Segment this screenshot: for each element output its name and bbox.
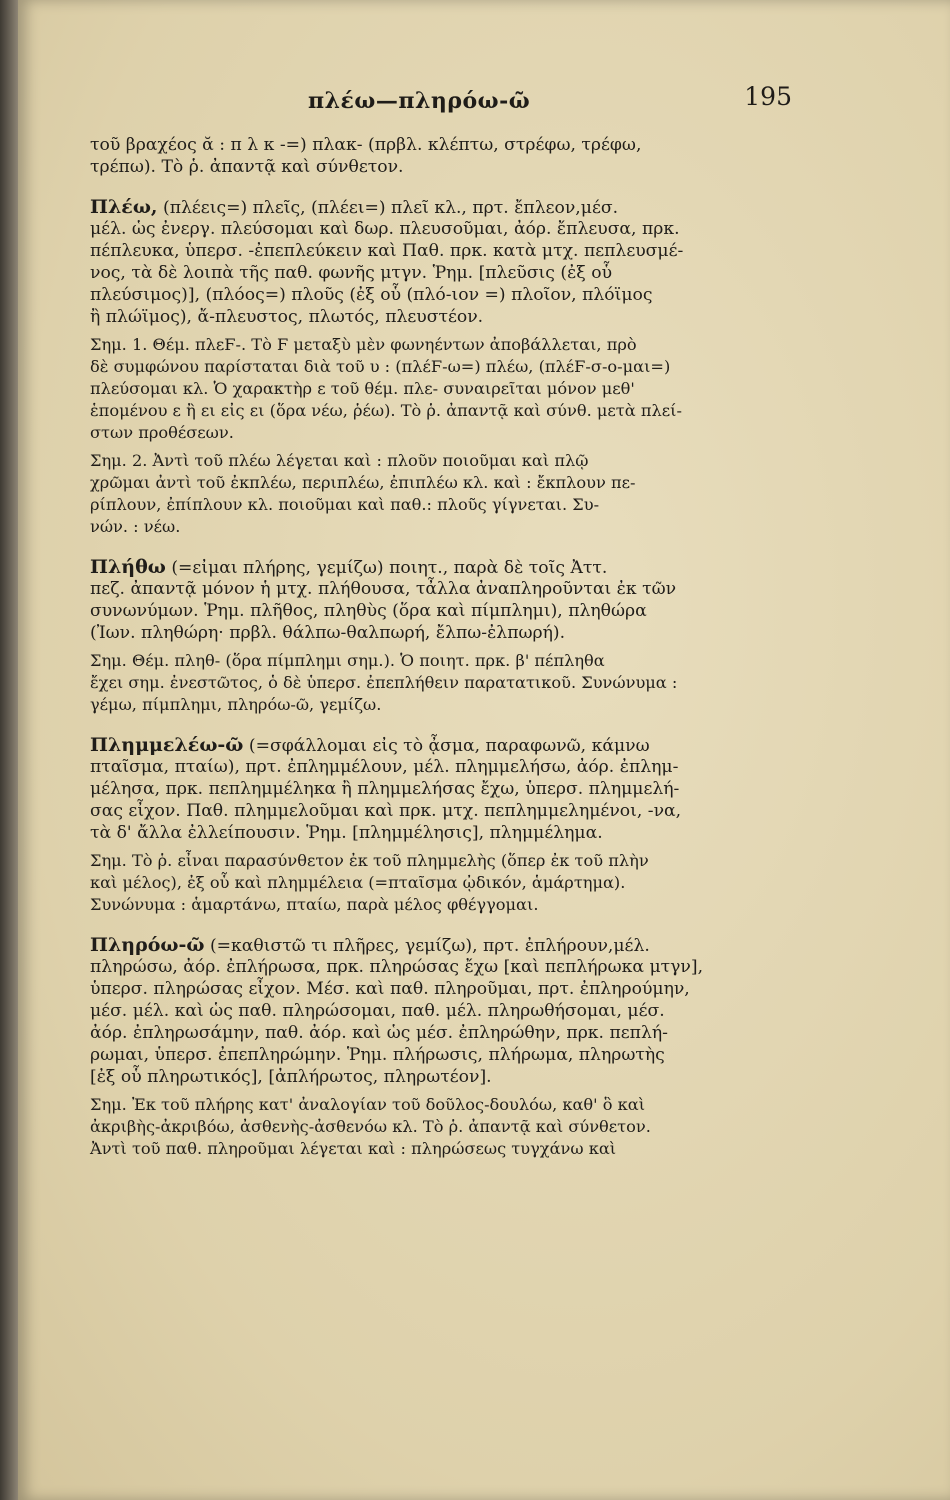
text-line: πλεύσιμος)], (πλόος=) πλοῦς (ἐξ οὗ (πλό-ιον =) πλοῖον, πλόϊμος (90, 285, 653, 305)
text-line: Σημ. 2. Ἀντὶ τοῦ πλέω λέγεται καὶ : πλοῦν ποιοῦμαι καὶ πλῷ (90, 451, 589, 470)
dictionary-entry (90, 556, 810, 644)
page-body (90, 128, 810, 1160)
text-line: Σημ. Θέμ. πληθ- (ὅρα πίμπλημι σημ.). Ὁ ποιητ. πρκ. β' πέπληθα (90, 651, 605, 670)
text-line: σας εἶχον. Παθ. πλημμελοῦμαι καὶ πρκ. μτχ. πεπλημμελημένοι, -να, (90, 801, 682, 821)
text-line: πέπλευκα, ὑπερσ. -ἐπεπλεύκειν καὶ Παθ. πρκ. κατὰ μτχ. πεπλευσμέ- (90, 241, 684, 261)
text-line: [ἐξ οὗ πληρωτικός], [ἀπλήρωτος, πληρωτέον]. (90, 1067, 492, 1087)
text-line: πταῖσμα, πταίω), πρτ. ἐπλημμέλουν, μέλ. πλημμελήσω, ἀόρ. ἐπλημ- (90, 757, 679, 777)
text-line: ρωμαι, ὑπερσ. ἐπεπληρώμην. Ῥημ. πλήρωσις, πλήρωμα, πληρωτὴς (90, 1045, 665, 1065)
text-line: Σημ. Τὸ ῥ. εἶναι παρασύνθετον ἐκ τοῦ πλημμελὴς (ὅπερ ἐκ τοῦ πλὴν (90, 851, 649, 870)
continuation-text (90, 134, 810, 178)
text-line: (=καθιστῶ τι πλῆρες, γεμίζω), πρτ. ἐπλήρουν,μέλ. (209, 936, 650, 956)
text-line: μέλ. ὡς ἐνεργ. πλεύσομαι καὶ δωρ. πλευσοῦμαι, ἀόρ. ἔπλευσα, πρκ. (90, 219, 680, 239)
text-line: τρέπω). Τὸ ῥ. ἀπαντᾷ καὶ σύνθετον. (90, 157, 404, 177)
text-line: (Ἰων. πληθώρη· πρβλ. θάλπω-θαλπωρή, ἔλπω-ἐλπωρή). (90, 623, 566, 643)
text-line: ἀόρ. ἐπληρωσάμην, παθ. ἀόρ. καὶ ὡς μέσ. ἐπληρώθην, πρκ. πεπλή- (90, 1023, 668, 1043)
text-line: ρίπλουν, ἐπίπλουν κλ. ποιοῦμαι καὶ παθ.: πλοῦς γίγνεται. Συ- (90, 495, 600, 514)
dictionary-entry (90, 934, 810, 1088)
page-number: 195 (744, 82, 792, 111)
entry-headword: Πλήθω (90, 556, 166, 578)
text-line: καὶ μέλος), ἐξ οὗ καὶ πλημμέλεια (=πταῖσμα ᾠδικόν, ἁμάρτημα). (90, 873, 626, 892)
text-line: συνωνύμων. Ῥημ. πλῆθος, πληθὺς (ὅρα καὶ πίμπλημι), πληθώρα (90, 601, 647, 621)
entry-note (90, 650, 810, 716)
text-line: Ἀντὶ τοῦ παθ. πληροῦμαι λέγεται καὶ : πληρώσεως τυγχάνω καὶ (90, 1139, 617, 1158)
text-line: μέσ. μέλ. καὶ ὡς παθ. πληρώσομαι, παθ. μέλ. πληρωθήσομαι, μέσ. (90, 1001, 665, 1021)
text-line: (=εἰμαι πλήρης, γεμίζω) ποιητ., παρὰ δὲ τοῖς Ἀττ. (171, 558, 608, 578)
text-line: νος, τὰ δὲ λοιπὰ τῆς παθ. φωνῆς μτγν. Ῥημ. [πλεῦσις (ἐξ οὗ (90, 263, 613, 283)
entry-headword: Πληρόω-ῶ (90, 934, 205, 956)
text-line: δὲ συμφώνου παρίσταται διὰ τοῦ υ : (πλέϜ-ω=) πλέω, (πλέϜ-σ-ο-μαι=) (90, 357, 671, 376)
text-line: στων προθέσεων. (90, 423, 234, 442)
text-line: μέλησα, πρκ. πεπλημμέληκα ἢ πλημμελήσας ἔχω, ὑπερσ. πλημμελή- (90, 779, 680, 799)
text-line: (=σφάλλομαι εἰς τὸ ᾆσμα, παραφωνῶ, κάμνω (248, 736, 650, 756)
text-line: (πλέεις=) πλεῖς, (πλέει=) πλεῖ κλ., πρτ. ἔπλεον,μέσ. (163, 198, 619, 218)
text-line: γέμω, πίμπλημι, πληρόω-ῶ, γεμίζω. (90, 695, 382, 714)
text-line: ἢ πλώϊμος), ἄ-πλευστος, πλωτός, πλευστέον. (90, 307, 484, 327)
entry-note (90, 850, 810, 916)
text-line: νών. : νέω. (90, 517, 181, 536)
text-line: πληρώσω, ἀόρ. ἐπλήρωσα, πρκ. πληρώσας ἔχω [καὶ πεπλήρωκα μτγν], (90, 957, 704, 977)
text-line: τοῦ βραχέος ᾰ : π λ κ -=) πλακ- (πρβλ. κλέπτω, στρέφω, τρέφω, (90, 135, 642, 155)
text-line: ὑπερσ. πληρώσας εἶχον. Μέσ. καὶ παθ. πληροῦμαι, πρτ. ἐπληρούμην, (90, 979, 690, 999)
text-line: χρῶμαι ἀντὶ τοῦ ἐκπλέω, περιπλέω, ἐπιπλέω κλ. καὶ : ἔκπλουν πε- (90, 473, 636, 492)
text-line: Συνώνυμα : ἁμαρτάνω, πταίω, παρὰ μέλος φθέγγομαι. (90, 895, 539, 914)
entry-note (90, 450, 810, 538)
dictionary-entry (90, 734, 810, 844)
page-header (18, 82, 950, 118)
text-line: ἔχει σημ. ἐνεστῶτος, ὁ δὲ ὑπερσ. ἐπεπλήθειν παρατατικοῦ. Συνώνυμα : (90, 673, 678, 692)
text-line: πεζ. ἀπαντᾷ μόνον ἡ μτχ. πλήθουσα, τἆλλα ἀναπληροῦνται ἐκ τῶν (90, 579, 677, 599)
entry-headword: Πλέω, (90, 196, 158, 218)
text-line: πλεύσομαι κλ. Ὁ χαρακτὴρ ε τοῦ θέμ. πλε- συναιρεῖται μόνον μεθ' (90, 379, 635, 398)
text-line: Σημ. 1. Θέμ. πλεϜ-. Τὸ Ϝ μεταξὺ μὲν φωνηέντων ἀποβάλλεται, πρὸ (90, 335, 637, 354)
entry-note (90, 1094, 810, 1160)
running-head: πλέω—πληρόω-ῶ (308, 88, 531, 114)
book-page (18, 0, 950, 1500)
text-line: ἀκριβὴς-ἀκριβόω, ἀσθενὴς-ἀσθενόω κλ. Τὸ ῥ. ἀπαντᾷ καὶ σύνθετον. (90, 1117, 651, 1136)
text-line: τὰ δ' ἄλλα ἐλλείπουσιν. Ῥημ. [πλημμέλησις], πλημμέλημα. (90, 823, 603, 843)
entry-note (90, 334, 810, 444)
dictionary-entry (90, 196, 810, 328)
text-line: Σημ. Ἐκ τοῦ πλήρης κατ' ἀναλογίαν τοῦ δοῦλος-δουλόω, καθ' ὃ καὶ (90, 1095, 646, 1114)
binding-edge (0, 0, 18, 1500)
text-line: ἑπομένου ε ἢ ει εἰς ει (ὅρα νέω, ῥέω). Τὸ ῥ. ἀπαντᾷ καὶ σύνθ. μετὰ πλεί- (90, 401, 682, 420)
entry-headword: Πλημμελέω-ῶ (90, 734, 244, 756)
